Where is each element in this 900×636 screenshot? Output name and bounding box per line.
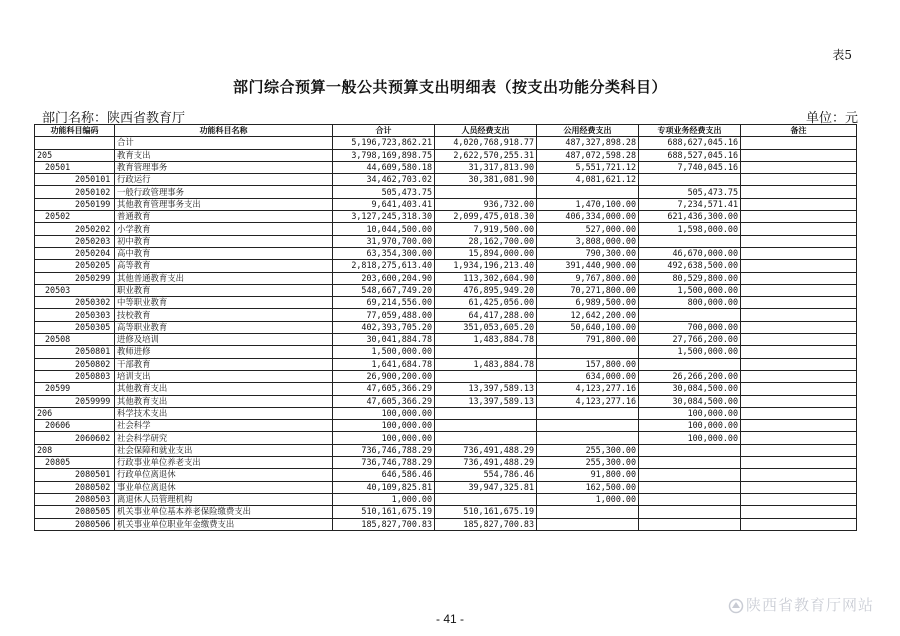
cell-code: 2050205 — [35, 260, 115, 272]
cell-name: 普通教育 — [115, 211, 333, 223]
cell-code: 2080502 — [35, 481, 115, 493]
cell-public: 255,300.00 — [537, 444, 639, 456]
cell-personnel: 2,099,475,018.30 — [435, 211, 537, 223]
table-row — [35, 284, 857, 296]
department-label: 部门名称：陕西省教育厅 — [42, 111, 186, 126]
cell-total: 646,586.46 — [333, 469, 435, 481]
cell-name: 合计 — [115, 137, 333, 149]
cell-total: 203,600,204.90 — [333, 272, 435, 284]
cell-total: 100,000.00 — [333, 407, 435, 419]
cell-special: 26,266,200.00 — [639, 370, 741, 382]
cell-code: 2050202 — [35, 223, 115, 235]
cell-note — [741, 407, 857, 419]
cell-public: 4,123,277.16 — [537, 395, 639, 407]
cell-public — [537, 407, 639, 419]
cell-total: 736,746,788.29 — [333, 457, 435, 469]
cell-total: 3,127,245,318.30 — [333, 211, 435, 223]
page-number: - 41 - — [435, 612, 464, 626]
cell-total: 505,473.75 — [333, 186, 435, 198]
cell-personnel — [435, 420, 537, 432]
cell-name: 行政事业单位养老支出 — [115, 457, 333, 469]
header-public: 公用经费支出 — [537, 125, 639, 137]
table-row — [35, 297, 857, 309]
cell-total: 402,393,705.20 — [333, 321, 435, 333]
cell-special — [639, 493, 741, 505]
cell-special — [639, 506, 741, 518]
table-row — [35, 235, 857, 247]
cell-note — [741, 395, 857, 407]
table-row — [35, 334, 857, 346]
cell-name: 教育管理事务 — [115, 161, 333, 173]
cell-personnel: 15,894,000.00 — [435, 247, 537, 259]
cell-note — [741, 137, 857, 149]
table-row — [35, 346, 857, 358]
cell-name: 高等职业教育 — [115, 321, 333, 333]
cell-personnel: 28,162,700.00 — [435, 235, 537, 247]
cell-special: 800,000.00 — [639, 297, 741, 309]
cell-name: 机关事业单位基本养老保险缴费支出 — [115, 506, 333, 518]
cell-personnel — [435, 370, 537, 382]
cell-name: 职业教育 — [115, 284, 333, 296]
cell-code: 2050302 — [35, 297, 115, 309]
cell-special: 700,000.00 — [639, 321, 741, 333]
cell-note — [741, 358, 857, 370]
cell-note — [741, 247, 857, 259]
cell-name: 社会科学研究 — [115, 432, 333, 444]
cell-personnel: 13,397,589.13 — [435, 383, 537, 395]
cell-total: 47,605,366.29 — [333, 383, 435, 395]
cell-note — [741, 506, 857, 518]
cell-code: 2050203 — [35, 235, 115, 247]
cell-special — [639, 444, 741, 456]
cell-personnel — [435, 186, 537, 198]
cell-special: 1,598,000.00 — [639, 223, 741, 235]
cell-total: 9,641,403.41 — [333, 198, 435, 210]
header-name: 功能科目名称 — [115, 125, 333, 137]
cell-special: 27,766,200.00 — [639, 334, 741, 346]
cell-public — [537, 518, 639, 530]
cell-special — [639, 469, 741, 481]
cell-note — [741, 284, 857, 296]
table-row — [35, 211, 857, 223]
cell-public: 70,271,800.00 — [537, 284, 639, 296]
cell-personnel: 351,053,605.20 — [435, 321, 537, 333]
cell-public: 791,800.00 — [537, 334, 639, 346]
cell-total: 3,798,169,898.75 — [333, 149, 435, 161]
table-row — [35, 457, 857, 469]
cell-special: 1,500,000.00 — [639, 284, 741, 296]
table-row — [35, 444, 857, 456]
form-number: 表5 — [832, 48, 852, 62]
cell-special — [639, 457, 741, 469]
cell-personnel — [435, 407, 537, 419]
table-row — [35, 407, 857, 419]
cell-note — [741, 309, 857, 321]
cell-name: 一般行政管理事务 — [115, 186, 333, 198]
cell-special — [639, 518, 741, 530]
cell-code: 2080506 — [35, 518, 115, 530]
cell-personnel — [435, 346, 537, 358]
cell-personnel: 1,483,884.78 — [435, 358, 537, 370]
cell-public: 1,470,100.00 — [537, 198, 639, 210]
cell-note — [741, 370, 857, 382]
cell-note — [741, 383, 857, 395]
cell-special: 80,529,800.00 — [639, 272, 741, 284]
cell-name: 其他教育管理事务支出 — [115, 198, 333, 210]
cell-public — [537, 432, 639, 444]
cell-public: 4,081,621.12 — [537, 174, 639, 186]
header-total: 合计 — [333, 125, 435, 137]
table-row — [35, 395, 857, 407]
cell-name: 中等职业教育 — [115, 297, 333, 309]
cell-code: 20508 — [35, 334, 115, 346]
cell-code: 2050204 — [35, 247, 115, 259]
cell-public: 12,642,200.00 — [537, 309, 639, 321]
cell-public — [537, 420, 639, 432]
cell-special: 100,000.00 — [639, 432, 741, 444]
cell-total: 44,609,580.18 — [333, 161, 435, 173]
cell-name: 技校教育 — [115, 309, 333, 321]
table-row — [35, 506, 857, 518]
cell-special: 100,000.00 — [639, 407, 741, 419]
header-code: 功能科目编码 — [35, 125, 115, 137]
cell-name: 初中教育 — [115, 235, 333, 247]
cell-name: 培训支出 — [115, 370, 333, 382]
cell-code: 20606 — [35, 420, 115, 432]
table-row — [35, 247, 857, 259]
cell-total: 31,970,700.00 — [333, 235, 435, 247]
cell-code: 20502 — [35, 211, 115, 223]
cell-note — [741, 321, 857, 333]
cell-public: 391,440,900.00 — [537, 260, 639, 272]
cell-note — [741, 518, 857, 530]
cell-personnel: 113,302,604.90 — [435, 272, 537, 284]
cell-note — [741, 198, 857, 210]
cell-special — [639, 174, 741, 186]
cell-special: 492,638,500.00 — [639, 260, 741, 272]
cell-name: 高中教育 — [115, 247, 333, 259]
cell-public: 790,300.00 — [537, 247, 639, 259]
cell-total: 10,044,500.00 — [333, 223, 435, 235]
header-note: 备注 — [741, 125, 857, 137]
cell-personnel: 476,895,949.20 — [435, 284, 537, 296]
cell-public: 4,123,277.16 — [537, 383, 639, 395]
table-row — [35, 481, 857, 493]
cell-personnel — [435, 493, 537, 505]
cell-personnel: 554,786.46 — [435, 469, 537, 481]
cell-note — [741, 272, 857, 284]
table-row — [35, 260, 857, 272]
table-row — [35, 321, 857, 333]
cell-total: 63,354,300.00 — [333, 247, 435, 259]
cell-note — [741, 469, 857, 481]
cell-code: 2050303 — [35, 309, 115, 321]
table-row — [35, 137, 857, 149]
cell-personnel: 4,020,768,918.77 — [435, 137, 537, 149]
cell-code: 206 — [35, 407, 115, 419]
cell-personnel: 39,947,325.81 — [435, 481, 537, 493]
cell-total: 2,818,275,613.40 — [333, 260, 435, 272]
cell-name: 小学教育 — [115, 223, 333, 235]
cell-code: 2050299 — [35, 272, 115, 284]
table-row — [35, 174, 857, 186]
cell-public — [537, 506, 639, 518]
cell-personnel: 7,919,500.00 — [435, 223, 537, 235]
cell-special: 621,436,300.00 — [639, 211, 741, 223]
cell-code: 2050803 — [35, 370, 115, 382]
table-row — [35, 272, 857, 284]
cell-special: 30,084,500.00 — [639, 383, 741, 395]
cell-code: 20503 — [35, 284, 115, 296]
cell-code: 2050102 — [35, 186, 115, 198]
cell-name: 其他教育支出 — [115, 395, 333, 407]
table-row — [35, 469, 857, 481]
cell-code: 2050801 — [35, 346, 115, 358]
cell-name: 教师进修 — [115, 346, 333, 358]
cell-personnel: 736,491,488.29 — [435, 444, 537, 456]
cell-personnel: 30,381,081.90 — [435, 174, 537, 186]
table-row — [35, 370, 857, 382]
cell-personnel: 13,397,589.13 — [435, 395, 537, 407]
cell-total: 185,827,700.83 — [333, 518, 435, 530]
cell-total: 548,667,749.20 — [333, 284, 435, 296]
cell-public — [537, 346, 639, 358]
table-row — [35, 432, 857, 444]
table-row — [35, 149, 857, 161]
cell-personnel: 936,732.00 — [435, 198, 537, 210]
cell-public: 162,500.00 — [537, 481, 639, 493]
cell-code: 2080501 — [35, 469, 115, 481]
table-row — [35, 161, 857, 173]
cell-total: 5,196,723,862.21 — [333, 137, 435, 149]
cell-personnel: 61,425,056.00 — [435, 297, 537, 309]
cell-total: 100,000.00 — [333, 420, 435, 432]
table-row — [35, 198, 857, 210]
table-row — [35, 309, 857, 321]
cell-note — [741, 457, 857, 469]
cell-total: 47,605,366.29 — [333, 395, 435, 407]
cell-special: 30,084,500.00 — [639, 395, 741, 407]
cell-public: 255,300.00 — [537, 457, 639, 469]
cell-name: 行政运行 — [115, 174, 333, 186]
cell-total: 510,161,675.19 — [333, 506, 435, 518]
cell-name: 行政单位离退休 — [115, 469, 333, 481]
cell-code: 2060602 — [35, 432, 115, 444]
cell-code: 20599 — [35, 383, 115, 395]
table-row — [35, 420, 857, 432]
cell-total: 30,041,884.78 — [333, 334, 435, 346]
header-special: 专项业务经费支出 — [639, 125, 741, 137]
cell-note — [741, 481, 857, 493]
cell-note — [741, 444, 857, 456]
cell-public: 406,334,000.00 — [537, 211, 639, 223]
cell-code: 20501 — [35, 161, 115, 173]
cell-public: 91,800.00 — [537, 469, 639, 481]
cell-name: 社会保障和就业支出 — [115, 444, 333, 456]
cell-public — [537, 186, 639, 198]
cell-public: 157,800.00 — [537, 358, 639, 370]
cell-personnel: 1,934,196,213.40 — [435, 260, 537, 272]
cell-name: 高等教育 — [115, 260, 333, 272]
budget-table — [34, 124, 857, 531]
cell-code: 208 — [35, 444, 115, 456]
cell-code: 2080505 — [35, 506, 115, 518]
cell-code: 2080503 — [35, 493, 115, 505]
table-row — [35, 223, 857, 235]
cell-public: 487,327,898.28 — [537, 137, 639, 149]
cell-personnel: 2,622,570,255.31 — [435, 149, 537, 161]
cell-special: 7,234,571.41 — [639, 198, 741, 210]
cell-public: 6,989,500.00 — [537, 297, 639, 309]
cell-total: 77,059,488.00 — [333, 309, 435, 321]
cell-special — [639, 358, 741, 370]
table-row — [35, 493, 857, 505]
cell-code: 205 — [35, 149, 115, 161]
cell-special: 688,627,045.16 — [639, 137, 741, 149]
cell-personnel: 185,827,700.83 — [435, 518, 537, 530]
cell-personnel: 1,483,884.78 — [435, 334, 537, 346]
cell-note — [741, 493, 857, 505]
cell-public: 1,000.00 — [537, 493, 639, 505]
cell-public: 50,640,100.00 — [537, 321, 639, 333]
cell-public: 5,551,721.12 — [537, 161, 639, 173]
cell-code: 2050305 — [35, 321, 115, 333]
cell-total: 69,214,556.00 — [333, 297, 435, 309]
cell-note — [741, 432, 857, 444]
cell-name: 社会科学 — [115, 420, 333, 432]
cell-special: 505,473.75 — [639, 186, 741, 198]
cell-special: 100,000.00 — [639, 420, 741, 432]
cell-personnel: 736,491,488.29 — [435, 457, 537, 469]
cell-special: 1,500,000.00 — [639, 346, 741, 358]
table-row — [35, 186, 857, 198]
cell-code: 2050199 — [35, 198, 115, 210]
cell-name: 事业单位离退休 — [115, 481, 333, 493]
cell-note — [741, 186, 857, 198]
cell-total: 1,500,000.00 — [333, 346, 435, 358]
cell-name: 其他普通教育支出 — [115, 272, 333, 284]
cell-code: 20805 — [35, 457, 115, 469]
cell-personnel: 31,317,813.90 — [435, 161, 537, 173]
cell-code: 2059999 — [35, 395, 115, 407]
cell-public: 527,000.00 — [537, 223, 639, 235]
cell-note — [741, 149, 857, 161]
cell-total: 34,462,703.02 — [333, 174, 435, 186]
cell-total: 26,900,200.00 — [333, 370, 435, 382]
cell-code — [35, 137, 115, 149]
cell-note — [741, 346, 857, 358]
watermark-text: 陕西省教育厅网站 — [745, 596, 874, 614]
table-row — [35, 518, 857, 530]
table-row — [35, 358, 857, 370]
cell-name: 教育支出 — [115, 149, 333, 161]
cell-total: 40,109,825.81 — [333, 481, 435, 493]
cell-personnel: 510,161,675.19 — [435, 506, 537, 518]
cell-special: 46,670,000.00 — [639, 247, 741, 259]
unit-label: 单位：元 — [805, 111, 858, 126]
cell-note — [741, 174, 857, 186]
cell-note — [741, 211, 857, 223]
cell-personnel — [435, 432, 537, 444]
cell-name: 干部教育 — [115, 358, 333, 370]
cell-note — [741, 420, 857, 432]
cell-code: 2050101 — [35, 174, 115, 186]
cell-total: 100,000.00 — [333, 432, 435, 444]
cell-name: 离退休人员管理机构 — [115, 493, 333, 505]
cell-total: 1,000.00 — [333, 493, 435, 505]
table-row — [35, 383, 857, 395]
cell-note — [741, 161, 857, 173]
cell-note — [741, 334, 857, 346]
cell-public: 9,767,800.00 — [537, 272, 639, 284]
cell-name: 科学技术支出 — [115, 407, 333, 419]
cell-special: 7,740,045.16 — [639, 161, 741, 173]
cell-special — [639, 481, 741, 493]
cell-note — [741, 260, 857, 272]
cell-special: 688,527,045.16 — [639, 149, 741, 161]
cell-name: 机关事业单位职业年金缴费支出 — [115, 518, 333, 530]
cell-note — [741, 235, 857, 247]
cell-name: 进修及培训 — [115, 334, 333, 346]
header-personnel: 人员经费支出 — [435, 125, 537, 137]
cell-total: 736,746,788.29 — [333, 444, 435, 456]
cell-special — [639, 309, 741, 321]
cell-public: 634,000.00 — [537, 370, 639, 382]
page-title: 部门综合预算一般公共预算支出明细表（按支出功能分类科目） — [232, 78, 667, 96]
cell-public: 487,072,598.28 — [537, 149, 639, 161]
cell-personnel: 64,417,288.00 — [435, 309, 537, 321]
cell-code: 2050802 — [35, 358, 115, 370]
cell-name: 其他教育支出 — [115, 383, 333, 395]
cell-special — [639, 235, 741, 247]
table-header-row — [35, 125, 857, 137]
cell-note — [741, 223, 857, 235]
cell-total: 1,641,684.78 — [333, 358, 435, 370]
cell-note — [741, 297, 857, 309]
cell-public: 3,808,000.00 — [537, 235, 639, 247]
